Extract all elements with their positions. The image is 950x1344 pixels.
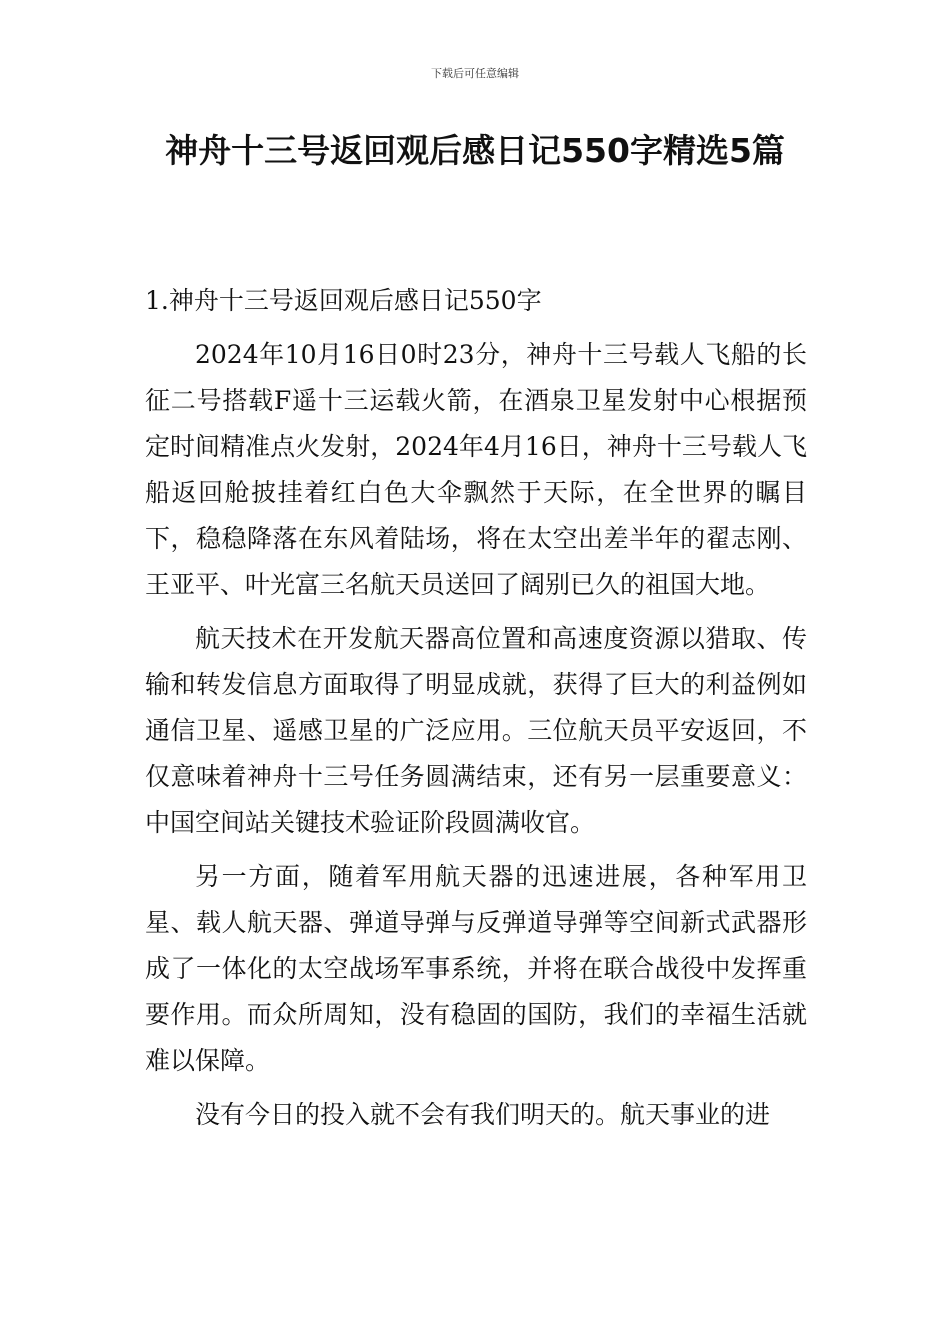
paragraph-1: 2024年10月16日0时23分，神舟十三号载人飞船的长征二号搭载F遥十三运载火箭，在酒泉卫星发射中心根据预定时间精准点火发射，2024年4月16日，神舟十三号载人飞船返回舱披挂着红白色大伞飘然于天际，在全世界的瞩目下，稳稳降落在东风着陆场，将在太空出差半年的翟志刚、王亚平、叶光富三名航天员送回了阔别已久的祖国大地。 bbox=[145, 340, 807, 599]
section-heading: 1.神舟十三号返回观后感日记550字 bbox=[145, 286, 542, 315]
paragraph-2: 航天技术在开发航天器高位置和高速度资源以猎取、传输和转发信息方面取得了明显成就，获得了巨大的利益例如通信卫星、遥感卫星的广泛应用。三位航天员平安返回，不仅意味着神舟十三号任务圆满结束，还有另一层重要意义：中国空间站关键技术验证阶段圆满收官。 bbox=[145, 624, 807, 837]
document-body bbox=[145, 278, 807, 1138]
header-note: 下载后可任意编辑 bbox=[431, 67, 519, 80]
document-title: 神舟十三号返回观后感日记550字精选5篇 bbox=[165, 131, 785, 170]
paragraph-4: 没有今日的投入就不会有我们明天的。航天事业的进 bbox=[195, 1100, 771, 1129]
paragraph-3: 另一方面，随着军用航天器的迅速进展，各种军用卫星、载人航天器、弹道导弹与反弹道导弹等空间新式武器形成了一体化的太空战场军事系统，并将在联合战役中发挥重要作用。而众所周知，没有稳固的国防，我们的幸福生活就难以保障。 bbox=[145, 862, 807, 1075]
